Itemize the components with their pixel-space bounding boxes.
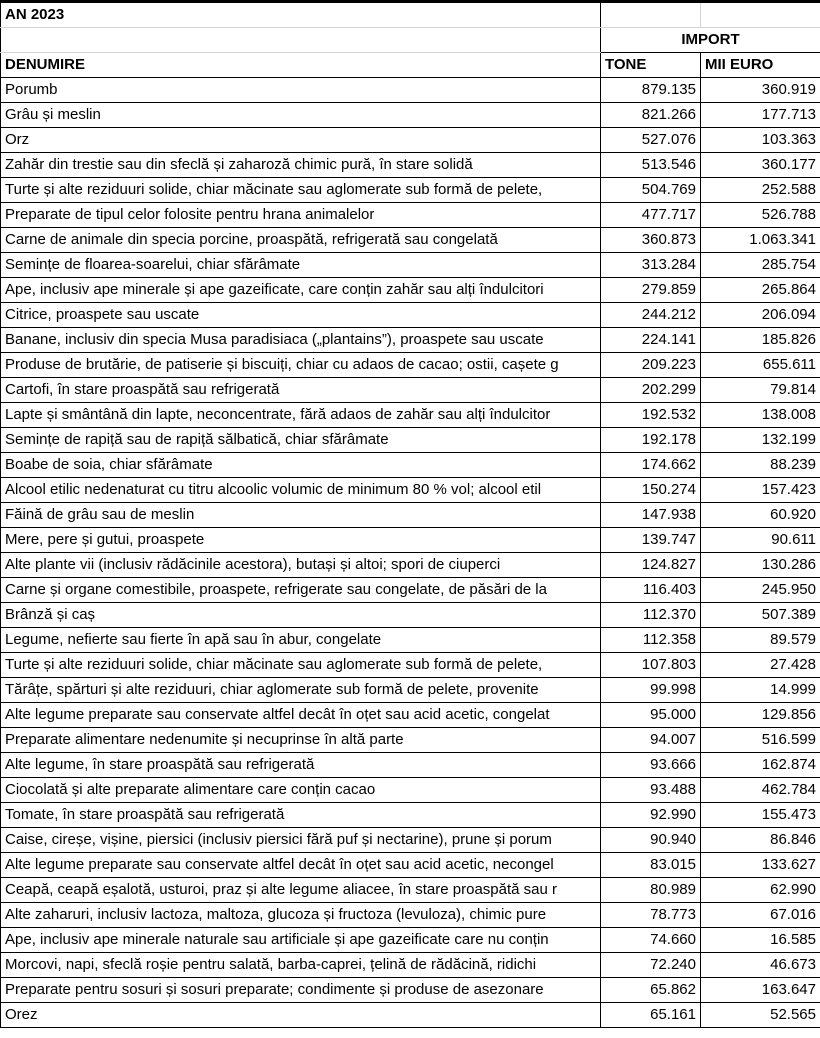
product-name-cell[interactable]: Alcool etilic nedenaturat cu titru alcoolic volumic de minimum 80 % vol; alcool etil xyxy=(1,478,601,503)
euro-cell[interactable]: 177.713 xyxy=(701,103,820,128)
euro-cell[interactable]: 67.016 xyxy=(701,903,820,928)
tone-cell[interactable]: 65.862 xyxy=(601,978,701,1003)
tone-cell[interactable]: 527.076 xyxy=(601,128,701,153)
product-name-cell[interactable]: Boabe de soia, chiar sfărâmate xyxy=(1,453,601,478)
table-row xyxy=(1,403,820,428)
product-name-cell[interactable]: Cartofi, în stare proaspătă sau refrigerată xyxy=(1,378,601,403)
euro-cell[interactable]: 130.286 xyxy=(701,553,820,578)
table-row xyxy=(1,428,820,453)
product-name-cell[interactable]: Porumb xyxy=(1,78,601,103)
euro-cell[interactable]: 62.990 xyxy=(701,878,820,903)
euro-cell[interactable]: 89.579 xyxy=(701,628,820,653)
euro-cell[interactable]: 206.094 xyxy=(701,303,820,328)
euro-cell[interactable]: 155.473 xyxy=(701,803,820,828)
table-row xyxy=(1,928,820,953)
euro-cell[interactable]: 1.063.341 xyxy=(701,228,820,253)
product-name-cell[interactable]: Lapte și smântână din lapte, neconcentrate, fără adaos de zahăr sau alți îndulcitor xyxy=(1,403,601,428)
product-name-cell[interactable]: Citrice, proaspete sau uscate xyxy=(1,303,601,328)
euro-cell[interactable]: 79.814 xyxy=(701,378,820,403)
tone-cell[interactable]: 74.660 xyxy=(601,928,701,953)
tone-cell[interactable]: 504.769 xyxy=(601,178,701,203)
euro-cell[interactable]: 360.919 xyxy=(701,78,820,103)
tone-cell[interactable]: 477.717 xyxy=(601,203,701,228)
product-name-cell[interactable]: Preparate de tipul celor folosite pentru hrana animalelor xyxy=(1,203,601,228)
table-row xyxy=(1,603,820,628)
product-name-cell[interactable]: Legume, nefierte sau fierte în apă sau în abur, congelate xyxy=(1,628,601,653)
product-name-cell[interactable]: Ceapă, ceapă eșalotă, usturoi, praz și alte legume aliacee, în stare proaspătă sau r xyxy=(1,878,601,903)
euro-cell[interactable]: 16.585 xyxy=(701,928,820,953)
product-name-cell[interactable]: Ape, inclusiv ape minerale naturale sau artificiale și ape gazeificate care nu conțin xyxy=(1,928,601,953)
table-row xyxy=(1,553,820,578)
product-name-cell[interactable]: Ape, inclusiv ape minerale și ape gazeificate, care conțin zahăr sau alți îndulcitori xyxy=(1,278,601,303)
tone-cell[interactable]: 93.666 xyxy=(601,753,701,778)
euro-cell[interactable]: 129.856 xyxy=(701,703,820,728)
tone-cell[interactable]: 513.546 xyxy=(601,153,701,178)
tone-cell[interactable]: 147.938 xyxy=(601,503,701,528)
tone-cell[interactable]: 192.532 xyxy=(601,403,701,428)
euro-cell[interactable]: 88.239 xyxy=(701,453,820,478)
product-name-cell[interactable]: Alte zaharuri, inclusiv lactoza, maltoza, glucoza și fructoza (levuloza), chimic pure xyxy=(1,903,601,928)
product-name-cell[interactable]: Carne de animale din specia porcine, proaspătă, refrigerată sau congelată xyxy=(1,228,601,253)
product-name-cell[interactable]: Alte legume preparate sau conservate altfel decât în oțet sau acid acetic, necongel xyxy=(1,853,601,878)
tone-cell[interactable]: 80.989 xyxy=(601,878,701,903)
column-header-tone[interactable]: TONE xyxy=(601,53,701,78)
product-name-cell[interactable]: Orz xyxy=(1,128,601,153)
tone-cell[interactable]: 360.873 xyxy=(601,228,701,253)
table-row xyxy=(1,828,820,853)
table-row xyxy=(1,853,820,878)
euro-cell[interactable]: 157.423 xyxy=(701,478,820,503)
tone-cell[interactable]: 192.178 xyxy=(601,428,701,453)
product-name-cell[interactable]: Făină de grâu sau de meslin xyxy=(1,503,601,528)
euro-cell[interactable]: 526.788 xyxy=(701,203,820,228)
column-header-name[interactable]: DENUMIRE xyxy=(1,53,601,78)
table-row xyxy=(1,128,820,153)
product-name-cell[interactable]: Semințe de floarea-soarelui, chiar sfărâmate xyxy=(1,253,601,278)
tone-cell[interactable]: 313.284 xyxy=(601,253,701,278)
table-row xyxy=(1,353,820,378)
tone-cell[interactable]: 244.212 xyxy=(601,303,701,328)
euro-cell[interactable]: 285.754 xyxy=(701,253,820,278)
tone-cell[interactable]: 95.000 xyxy=(601,703,701,728)
product-name-cell[interactable]: Turte și alte reziduuri solide, chiar măcinate sau aglomerate sub formă de pelete, xyxy=(1,653,601,678)
table-row xyxy=(1,903,820,928)
product-name-cell[interactable]: Semințe de rapiță sau de rapiță sălbatică, chiar sfărâmate xyxy=(1,428,601,453)
product-name-cell[interactable]: Zahăr din trestie sau din sfeclă și zaharoză chimic pură, în stare solidă xyxy=(1,153,601,178)
tone-cell[interactable]: 224.141 xyxy=(601,328,701,353)
table-row xyxy=(1,203,820,228)
euro-cell[interactable]: 27.428 xyxy=(701,653,820,678)
euro-cell[interactable]: 252.588 xyxy=(701,178,820,203)
tone-cell[interactable]: 124.827 xyxy=(601,553,701,578)
tone-cell[interactable]: 116.403 xyxy=(601,578,701,603)
tone-cell[interactable]: 78.773 xyxy=(601,903,701,928)
table-row xyxy=(1,803,820,828)
table-row xyxy=(1,578,820,603)
tone-cell[interactable]: 99.998 xyxy=(601,678,701,703)
tone-cell[interactable]: 90.940 xyxy=(601,828,701,853)
euro-cell[interactable]: 103.363 xyxy=(701,128,820,153)
product-name-cell[interactable]: Preparate pentru sosuri și sosuri preparate; condimente și produse de asezonare xyxy=(1,978,601,1003)
table-row xyxy=(1,728,820,753)
table-row xyxy=(1,1003,820,1028)
table-row xyxy=(1,503,820,528)
product-name-cell[interactable]: Ciocolată și alte preparate alimentare care conțin cacao xyxy=(1,778,601,803)
table-row xyxy=(1,178,820,203)
euro-cell[interactable]: 507.389 xyxy=(701,603,820,628)
tone-cell[interactable]: 93.488 xyxy=(601,778,701,803)
tone-cell[interactable]: 821.266 xyxy=(601,103,701,128)
tone-cell[interactable]: 139.747 xyxy=(601,528,701,553)
euro-cell[interactable]: 462.784 xyxy=(701,778,820,803)
euro-cell[interactable]: 52.565 xyxy=(701,1003,820,1028)
tone-cell[interactable]: 150.274 xyxy=(601,478,701,503)
table-row xyxy=(1,153,820,178)
product-name-cell[interactable]: Carne și organe comestibile, proaspete, refrigerate sau congelate, de păsări de la xyxy=(1,578,601,603)
table-row xyxy=(1,278,820,303)
product-name-cell[interactable]: Preparate alimentare nedenumite și necuprinse în altă parte xyxy=(1,728,601,753)
table-row xyxy=(1,78,820,103)
table-row xyxy=(1,303,820,328)
tone-cell[interactable]: 107.803 xyxy=(601,653,701,678)
table-row xyxy=(1,703,820,728)
product-name-cell[interactable]: Alte plante vii (inclusiv rădăcinile acestora), butași și altoi; spori de ciuperci xyxy=(1,553,601,578)
tone-cell[interactable]: 112.370 xyxy=(601,603,701,628)
product-name-cell[interactable]: Mere, pere și gutui, proaspete xyxy=(1,528,601,553)
product-name-cell[interactable]: Morcovi, napi, sfeclă roșie pentru salată, barba-caprei, țelină de rădăcină, ridichi xyxy=(1,953,601,978)
tone-cell[interactable]: 65.161 xyxy=(601,1003,701,1028)
tone-cell[interactable]: 209.223 xyxy=(601,353,701,378)
euro-cell[interactable]: 138.008 xyxy=(701,403,820,428)
table-row xyxy=(1,778,820,803)
euro-cell[interactable]: 360.177 xyxy=(701,153,820,178)
empty-cell[interactable] xyxy=(1,28,601,53)
tone-cell[interactable]: 279.859 xyxy=(601,278,701,303)
product-name-cell[interactable]: Banane, inclusiv din specia Musa paradisiaca („plantains”), proaspete sau uscate xyxy=(1,328,601,353)
table-row xyxy=(1,628,820,653)
product-name-cell[interactable]: Tomate, în stare proaspătă sau refrigerată xyxy=(1,803,601,828)
tone-cell[interactable]: 174.662 xyxy=(601,453,701,478)
table-row xyxy=(1,453,820,478)
euro-cell[interactable]: 516.599 xyxy=(701,728,820,753)
product-name-cell[interactable]: Grâu și meslin xyxy=(1,103,601,128)
table-row xyxy=(1,228,820,253)
product-name-cell[interactable]: Alte legume, în stare proaspătă sau refrigerată xyxy=(1,753,601,778)
tone-cell[interactable]: 202.299 xyxy=(601,378,701,403)
tone-cell[interactable]: 72.240 xyxy=(601,953,701,978)
euro-cell[interactable]: 162.874 xyxy=(701,753,820,778)
empty-cell[interactable] xyxy=(601,3,701,28)
product-name-cell[interactable]: Brânză și caș xyxy=(1,603,601,628)
euro-cell[interactable]: 185.826 xyxy=(701,328,820,353)
euro-cell[interactable]: 90.611 xyxy=(701,528,820,553)
product-name-cell[interactable]: Alte legume preparate sau conservate altfel decât în oțet sau acid acetic, congelat xyxy=(1,703,601,728)
tone-cell[interactable]: 94.007 xyxy=(601,728,701,753)
table-row xyxy=(1,953,820,978)
product-name-cell[interactable]: Turte și alte reziduuri solide, chiar măcinate sau aglomerate sub formă de pelete, xyxy=(1,178,601,203)
euro-cell[interactable]: 60.920 xyxy=(701,503,820,528)
table-row xyxy=(1,678,820,703)
euro-cell[interactable]: 133.627 xyxy=(701,853,820,878)
euro-cell[interactable]: 46.673 xyxy=(701,953,820,978)
product-name-cell[interactable]: Tărâțe, spărturi și alte reziduuri, chiar aglomerate sub formă de pelete, provenite xyxy=(1,678,601,703)
table-row xyxy=(1,978,820,1003)
euro-cell[interactable]: 245.950 xyxy=(701,578,820,603)
euro-cell[interactable]: 265.864 xyxy=(701,278,820,303)
year-cell[interactable]: AN 2023 xyxy=(1,3,601,28)
year-row xyxy=(1,3,820,28)
euro-cell[interactable]: 163.647 xyxy=(701,978,820,1003)
euro-cell[interactable]: 86.846 xyxy=(701,828,820,853)
tone-cell[interactable]: 879.135 xyxy=(601,78,701,103)
euro-cell[interactable]: 132.199 xyxy=(701,428,820,453)
table-row xyxy=(1,253,820,278)
table-row xyxy=(1,103,820,128)
table-row xyxy=(1,878,820,903)
table-row xyxy=(1,528,820,553)
column-header-euro[interactable]: MII EURO xyxy=(701,53,820,78)
product-name-cell[interactable]: Produse de brutărie, de patiserie și biscuiți, chiar cu adaos de cacao; ostii, cașete g xyxy=(1,353,601,378)
import-header[interactable]: IMPORT xyxy=(601,28,820,53)
column-header-row xyxy=(1,53,820,78)
tone-cell[interactable]: 92.990 xyxy=(601,803,701,828)
table-row xyxy=(1,328,820,353)
table-row xyxy=(1,478,820,503)
table-row xyxy=(1,753,820,778)
euro-cell[interactable]: 14.999 xyxy=(701,678,820,703)
euro-cell[interactable]: 655.611 xyxy=(701,353,820,378)
tone-cell[interactable]: 83.015 xyxy=(601,853,701,878)
table-row xyxy=(1,653,820,678)
import-header-row xyxy=(1,28,820,53)
tone-cell[interactable]: 112.358 xyxy=(601,628,701,653)
product-name-cell[interactable]: Caise, cireșe, vișine, piersici (inclusiv piersici fără puf și nectarine), prune și porum xyxy=(1,828,601,853)
import-table xyxy=(0,3,820,1028)
table-row xyxy=(1,378,820,403)
empty-cell[interactable] xyxy=(701,3,820,28)
product-name-cell[interactable]: Orez xyxy=(1,1003,601,1028)
